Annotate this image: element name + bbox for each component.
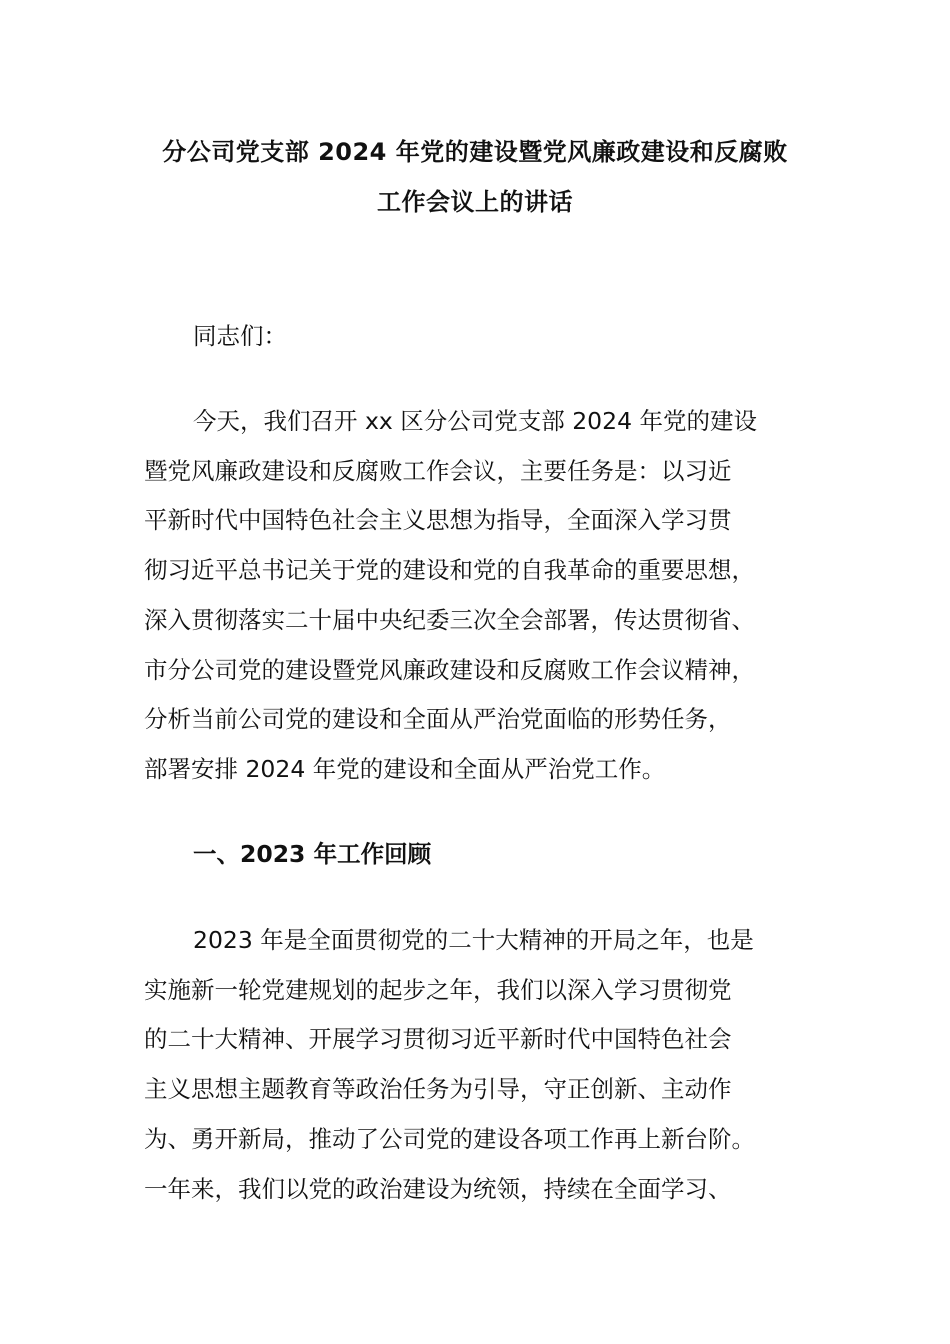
paragraph-1-line: 今天，我们召开 xx 区分公司党支部 2024 年党的建设 — [193, 407, 757, 435]
salutation: 同志们： — [193, 322, 287, 350]
paragraph-1-line: 暨党风廉政建设和反腐败工作会议，主要任务是：以习近 — [144, 457, 732, 485]
document-title — [120, 127, 830, 227]
paragraph-1-line: 部署安排 2024 年党的建设和全面从严治党工作。 — [144, 755, 666, 783]
paragraph-1-line: 深入贯彻落实二十届中央纪委三次全会部署，传达贯彻省、 — [144, 606, 755, 634]
paragraph-1-line: 分析当前公司党的建设和全面从严治党面临的形势任务， — [144, 705, 732, 733]
paragraph-1-line: 平新时代中国特色社会主义思想为指导，全面深入学习贯 — [144, 506, 732, 534]
paragraph-2-line: 实施新一轮党建规划的起步之年，我们以深入学习贯彻党 — [144, 976, 732, 1004]
paragraph-2-line: 主义思想主题教育等政治任务为引导，守正创新、主动作 — [144, 1075, 732, 1103]
paragraph-2-line: 的二十大精神、开展学习贯彻习近平新时代中国特色社会 — [144, 1025, 732, 1053]
title-line-2: 工作会议上的讲话 — [377, 188, 573, 216]
paragraph-2-line: 2023 年是全面贯彻党的二十大精神的开局之年，也是 — [193, 926, 754, 954]
title-line-1: 分公司党支部 2024 年党的建设暨党风廉政建设和反腐败 — [162, 138, 788, 166]
paragraph-2-line: 为、勇开新局，推动了公司党的建设各项工作再上新台阶。 — [144, 1125, 755, 1153]
section-heading: 一、2023 年工作回顾 — [193, 840, 432, 868]
paragraph-2-line: 一年来，我们以党的政治建设为统领，持续在全面学习、 — [144, 1175, 732, 1203]
paragraph-1-line: 市分公司党的建设暨党风廉政建设和反腐败工作会议精神， — [144, 656, 755, 684]
paragraph-1-line: 彻习近平总书记关于党的建设和党的自我革命的重要思想， — [144, 556, 755, 584]
